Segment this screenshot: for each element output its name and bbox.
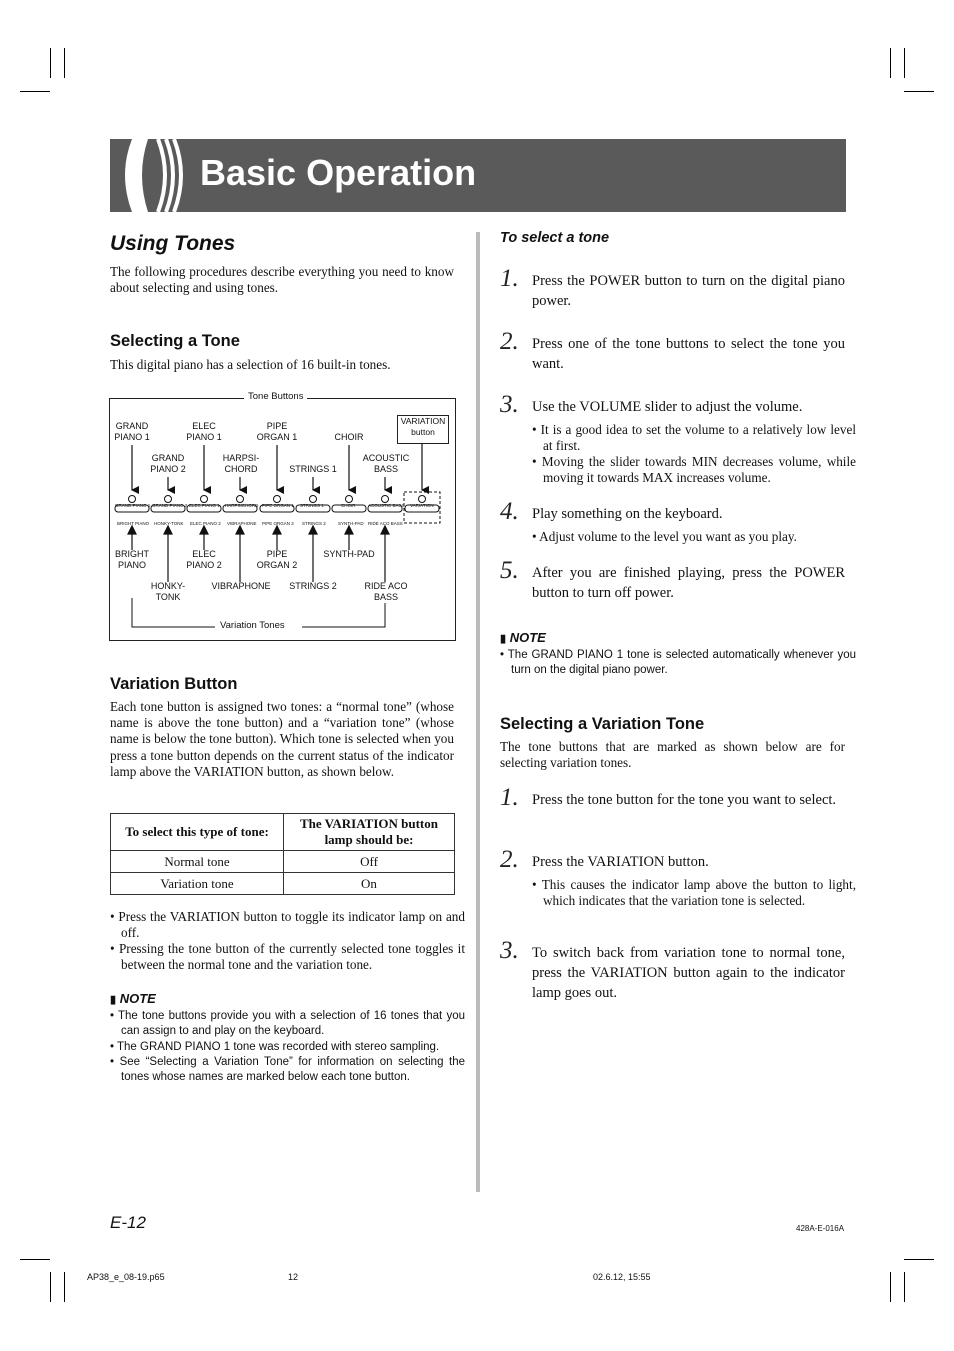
table-row: Variation tone On xyxy=(111,873,455,895)
label-bright-piano: BRIGHT PIANO xyxy=(114,549,149,570)
variation-button-text: Each tone button is assigned two tones: a “normal tone” (whose name is above the tone button) and a “variation tone” (whose name is below the tone button). Which tone is selected when you press a tone button depends on the current status of the indicator lamp above the VARIATION button, as shown below. xyxy=(110,699,454,779)
page-title: Basic Operation xyxy=(200,152,477,193)
step-text: Press the tone button for the tone you want to select. xyxy=(532,792,837,808)
label-grand-piano-1: GRAND PIANO 1 xyxy=(114,421,150,442)
intro-text: The following procedures describe everything you need to know about selecting and using tones. xyxy=(110,264,454,296)
step-text: To switch back from variation tone to normal tone, press the VARIATION button again to the indicator lamp goes out. xyxy=(532,945,845,1001)
bullet-item: • Moving the slider towards MIN decreases volume, while moving it towards MAX increases volume. xyxy=(532,454,856,486)
page-number: E-12 xyxy=(110,1213,146,1232)
note-heading: ▮ NOTE xyxy=(110,991,156,1006)
label-strings-1: STRINGS 1 xyxy=(289,464,337,474)
footer-file: AP38_e_08-19.p65 xyxy=(87,1272,165,1282)
step-number: 4. xyxy=(500,498,519,525)
step-number: 1. xyxy=(500,265,519,292)
label-pipe-organ-1: PIPE ORGAN 1 xyxy=(256,421,298,442)
step-number: 2. xyxy=(500,846,519,873)
label-vibraphone: VIBRAPHONE xyxy=(211,581,271,591)
label-pipe-organ-2: PIPE ORGAN 2 xyxy=(256,549,298,570)
footer-date: 02.6.12, 15:55 xyxy=(593,1272,651,1282)
bullet-item: • It is a good idea to set the volume to a relatively low level at first. xyxy=(532,422,856,454)
footer-page: 12 xyxy=(288,1272,299,1282)
variation-table xyxy=(110,813,455,895)
tone-buttons-label: Tone Buttons xyxy=(244,391,307,402)
bullet-item: • Pressing the tone button of the currently selected tone toggles it between the normal tone and the variation tone. xyxy=(110,941,465,973)
note-heading: ▮ NOTE xyxy=(500,630,546,645)
selecting-tone-text: This digital piano has a selection of 16 built-in tones. xyxy=(110,357,391,372)
label-acoustic-bass: ACOUSTIC BASS xyxy=(362,453,410,474)
note-item: • The GRAND PIANO 1 tone was recorded with stereo sampling. xyxy=(110,1041,440,1053)
step-number: 1. xyxy=(500,784,519,811)
step-text: Play something on the keyboard. xyxy=(532,506,723,522)
variation-tone-intro: The tone buttons that are marked as shown below are for selecting variation tones. xyxy=(500,739,845,771)
select-tone-heading: To select a tone xyxy=(500,230,610,246)
note-item: • See “Selecting a Variation Tone” for information on selecting the tones whose names are marked below each tone button. xyxy=(110,1056,465,1084)
variation-tones-label: Variation Tones xyxy=(216,620,289,631)
step-text: Press the VARIATION button. xyxy=(532,854,709,870)
label-elec-piano-1: ELEC PIANO 1 xyxy=(186,421,222,442)
label-strings-2: STRINGS 2 xyxy=(289,581,337,591)
bullet-item: • Press the VARIATION button to toggle its indicator lamp on and off. xyxy=(110,909,465,941)
label-harpsichord: HARPSI- CHORD xyxy=(222,453,260,474)
label-choir: CHOIR xyxy=(334,432,364,442)
note-item: • The tone buttons provide you with a selection of 16 tones that you can assign to and play on the keyboard. xyxy=(110,1010,465,1038)
variation-button-box: VARIATION button xyxy=(397,415,449,444)
step-text: Press one of the tone buttons to select the tone you want. xyxy=(532,336,845,372)
step-text: After you are finished playing, press the POWER button to turn off power. xyxy=(532,565,845,601)
variation-button-heading: Variation Button xyxy=(110,675,238,693)
bullet-item: • This causes the indicator lamp above the button to light, which indicates that the variation tone is selected. xyxy=(532,877,856,909)
bullet-item: • Adjust volume to the level you want as you play. xyxy=(532,529,797,544)
header-bracket-icon xyxy=(118,139,198,212)
label-elec-piano-2: ELEC PIANO 2 xyxy=(186,549,222,570)
step-number: 3. xyxy=(500,937,519,964)
step-number: 3. xyxy=(500,391,519,418)
step-number: 5. xyxy=(500,557,519,584)
doc-code: 428A-E-016A xyxy=(796,1224,845,1233)
step-number: 2. xyxy=(500,328,519,355)
variation-tone-heading: Selecting a Variation Tone xyxy=(500,715,705,733)
diagram-graphics xyxy=(109,398,455,640)
table-header: The VARIATION button lamp should be: xyxy=(284,814,455,851)
selecting-tone-heading: Selecting a Tone xyxy=(110,332,240,350)
table-row: Normal tone Off xyxy=(111,851,455,873)
step-text: Press the POWER button to turn on the digital piano power. xyxy=(532,273,845,309)
label-grand-piano-2: GRAND PIANO 2 xyxy=(150,453,186,474)
step-text: Use the VOLUME slider to adjust the volume. xyxy=(532,399,803,415)
label-honky-tonk: HONKY- TONK xyxy=(150,581,186,602)
label-ride-aco-bass: RIDE ACO BASS xyxy=(364,581,408,602)
note-item: • The GRAND PIANO 1 tone is selected automatically whenever you turn on the digital piano power. xyxy=(500,649,856,677)
column-divider xyxy=(476,232,480,1192)
label-synth-pad: SYNTH-PAD xyxy=(323,549,375,559)
section-title: Using Tones xyxy=(110,232,236,255)
table-header: To select this type of tone: xyxy=(111,814,284,851)
